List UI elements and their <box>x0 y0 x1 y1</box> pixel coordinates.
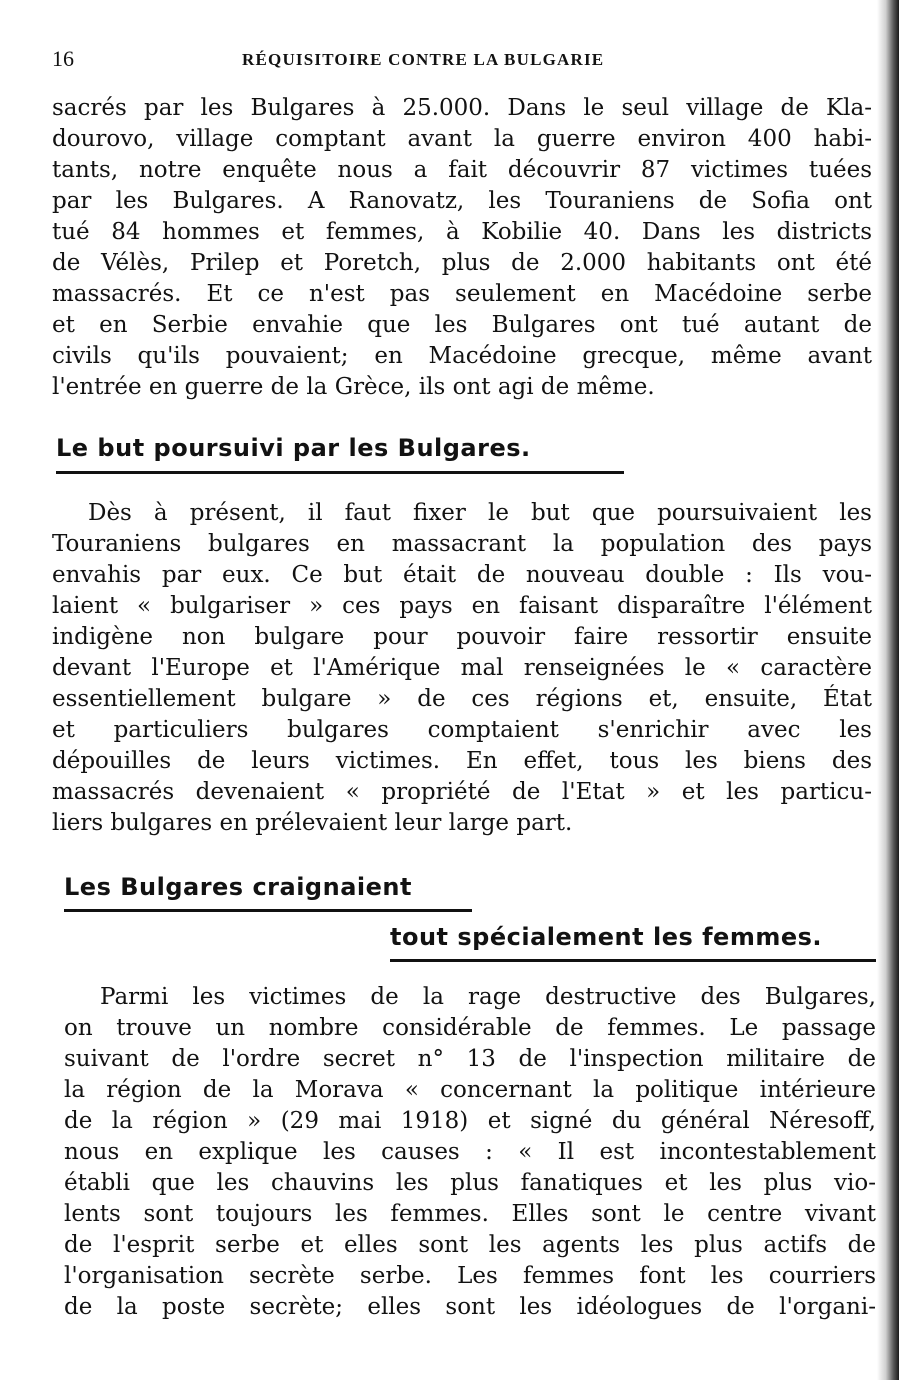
text-line: on trouve un nombre considérable de femmes. Le passage <box>64 1015 876 1041</box>
paragraph-3 <box>64 982 876 1323</box>
text-line: essentiellement bulgare » de ces régions et, ensuite, État <box>52 686 872 712</box>
text-line: suivant de l'ordre secret n° 13 de l'inspection militaire de <box>64 1046 876 1072</box>
paragraph-2 <box>52 498 872 839</box>
paragraph-1 <box>52 93 872 403</box>
text-line: nous en explique les causes : « Il est incontestablement <box>64 1139 876 1165</box>
text-line: civils qu'ils pouvaient; en Macédoine grecque, même avant <box>52 343 872 369</box>
section-heading-2-line-2: tout spécialement les femmes. <box>390 923 823 951</box>
text-line: l'entrée en guerre de la Grèce, ils ont agi de même. <box>52 374 655 400</box>
text-line: de l'esprit serbe et elles sont les agents les plus actifs de <box>64 1232 876 1258</box>
text-line: Touraniens bulgares en massacrant la population des pays <box>52 531 872 557</box>
text-line: de la région » (29 mai 1918) et signé du général Néresoff, <box>64 1108 876 1134</box>
text-line: par les Bulgares. A Ranovatz, les Touraniens de Sofia ont <box>52 188 872 214</box>
page-binding-shadow <box>877 0 899 1380</box>
page-header <box>52 46 872 78</box>
text-line: Dès à présent, il faut fixer le but que poursuivaient les <box>88 500 872 526</box>
running-title: RÉQUISITOIRE CONTRE LA BULGARIE <box>242 50 605 69</box>
text-line: la région de la Morava « concernant la politique intérieure <box>64 1077 876 1103</box>
text-line: dourovo, village comptant avant la guerre environ 400 habi- <box>52 126 872 152</box>
text-line: massacrés. Et ce n'est pas seulement en Macédoine serbe <box>52 281 872 307</box>
text-line: dépouilles de leurs victimes. En effet, tous les biens des <box>52 748 872 774</box>
text-line: tué 84 hommes et femmes, à Kobilie 40. Dans les districts <box>52 219 872 245</box>
text-line: liers bulgares en prélevaient leur large part. <box>52 810 573 836</box>
text-line: l'organisation secrète serbe. Les femmes font les courriers <box>64 1263 876 1289</box>
heading-underline-1 <box>56 471 624 474</box>
text-line: tants, notre enquête nous a fait découvrir 87 victimes tuées <box>52 157 872 183</box>
text-line: de Vélès, Prilep et Poretch, plus de 2.000 habitants ont été <box>52 250 872 276</box>
heading-underline-2b <box>390 959 876 962</box>
text-line: devant l'Europe et l'Amérique mal renseignées le « caractère <box>52 655 872 681</box>
text-line: Parmi les victimes de la rage destructive des Bulgares, <box>100 984 876 1010</box>
text-line: et particuliers bulgares comptaient s'enrichir avec les <box>52 717 872 743</box>
text-line: laient « bulgariser » ces pays en faisant disparaître l'élément <box>52 593 872 619</box>
page-number: 16 <box>52 46 74 71</box>
section-heading-1: Le but poursuivi par les Bulgares. <box>56 434 531 462</box>
text-line: lents sont toujours les femmes. Elles sont le centre vivant <box>64 1201 876 1227</box>
text-line: établi que les chauvins les plus fanatiques et les plus vio- <box>64 1170 876 1196</box>
text-line: sacrés par les Bulgares à 25.000. Dans le seul village de Kla- <box>52 95 872 121</box>
section-heading-2-line-1: Les Bulgares craignaient <box>64 873 412 901</box>
text-line: envahis par eux. Ce but était de nouveau double : Ils vou- <box>52 562 872 588</box>
text-line: massacrés devenaient « propriété de l'Etat » et les particu- <box>52 779 872 805</box>
text-line: et en Serbie envahie que les Bulgares ont tué autant de <box>52 312 872 338</box>
text-line: de la poste secrète; elles sont les idéologues de l'organi- <box>64 1294 876 1320</box>
text-line: indigène non bulgare pour pouvoir faire ressortir ensuite <box>52 624 872 650</box>
heading-underline-2a <box>64 909 472 912</box>
